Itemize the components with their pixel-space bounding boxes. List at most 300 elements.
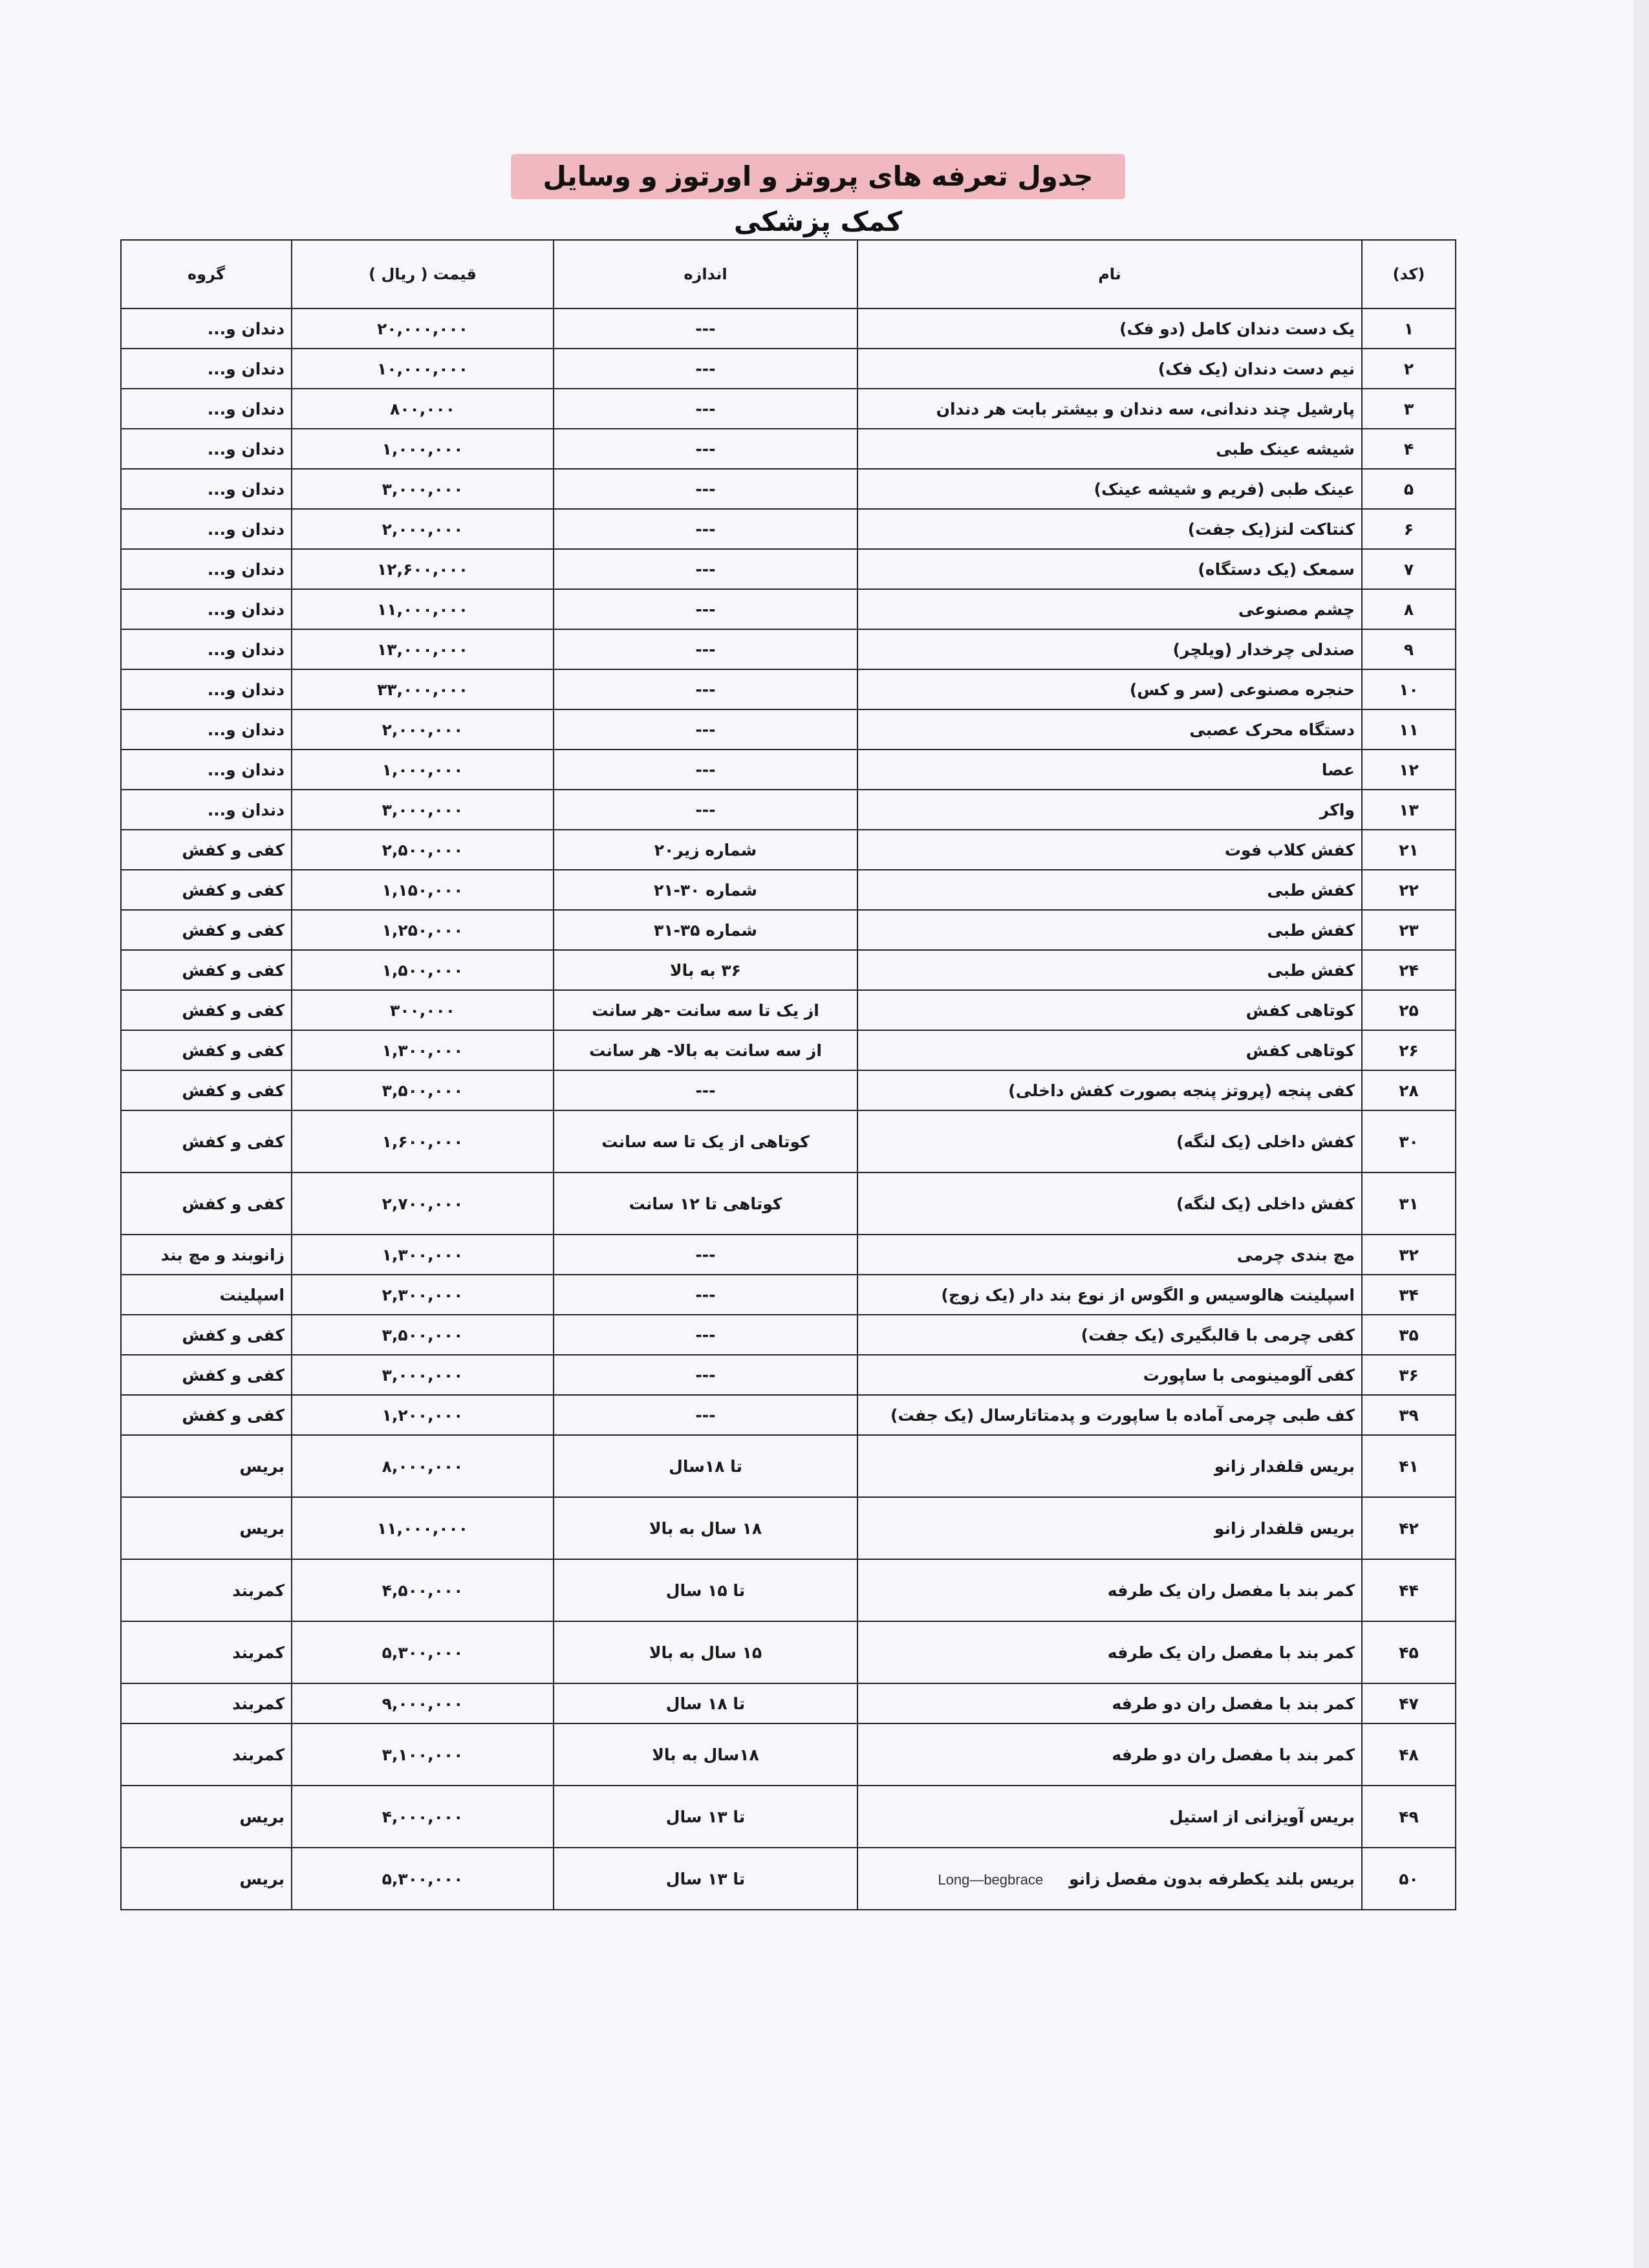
cell-name xyxy=(857,750,1362,790)
cell-size xyxy=(554,389,857,429)
cell-code-text: ۹ xyxy=(1403,640,1414,659)
table-row xyxy=(121,1559,1456,1621)
table-row xyxy=(121,669,1456,709)
cell-code-text: ۴۴ xyxy=(1399,1581,1419,1600)
cell-name xyxy=(857,990,1362,1030)
table-row xyxy=(121,1435,1456,1497)
cell-name-text: یک دست دندان کامل (دو فک) xyxy=(1119,319,1355,338)
cell-group-text: بریس xyxy=(239,1456,285,1476)
cell-size-text: --- xyxy=(695,1245,716,1264)
cell-code xyxy=(1362,1559,1456,1621)
cell-size-text: ۱۵ سال به بالا xyxy=(649,1643,762,1662)
cell-price-text: ۳,۰۰۰,۰۰۰ xyxy=(382,479,464,499)
cell-group xyxy=(121,1315,292,1355)
cell-price xyxy=(292,790,554,830)
cell-name-text: پارشیل چند دندانی، سه دندان و بیشتر بابت هر دندان xyxy=(936,399,1355,418)
cell-name-text: دستگاه محرک عصبی xyxy=(1189,720,1355,739)
cell-price xyxy=(292,1030,554,1070)
cell-size-text: --- xyxy=(695,760,716,779)
cell-code xyxy=(1362,469,1456,509)
cell-price xyxy=(292,709,554,750)
cell-group-text: دندان و... xyxy=(207,559,285,579)
table-header-row xyxy=(121,240,1456,308)
cell-price xyxy=(292,629,554,669)
cell-code-text: ۲۳ xyxy=(1399,920,1419,940)
cell-size-text: کوتاهی تا ۱۲ سانت xyxy=(629,1194,782,1213)
cell-price xyxy=(292,1395,554,1435)
header-group: گروه xyxy=(121,240,292,308)
cell-code xyxy=(1362,1355,1456,1395)
cell-price xyxy=(292,1723,554,1786)
cell-group xyxy=(121,990,292,1030)
cell-group-text: بریس xyxy=(239,1807,285,1826)
cell-group-text: کفی و کفش xyxy=(182,1041,285,1060)
cell-group xyxy=(121,308,292,349)
cell-code xyxy=(1362,389,1456,429)
cell-size-text: ۳۶ به بالا xyxy=(670,960,741,980)
cell-code xyxy=(1362,750,1456,790)
cell-name xyxy=(857,1683,1362,1723)
cell-price-text: ۴,۰۰۰,۰۰۰ xyxy=(382,1807,464,1826)
cell-group xyxy=(121,1435,292,1497)
cell-name-text: کفش طبی xyxy=(1267,960,1355,980)
cell-group-text: کمربند xyxy=(232,1694,285,1713)
table-row xyxy=(121,709,1456,750)
cell-group xyxy=(121,1395,292,1435)
cell-group xyxy=(121,750,292,790)
cell-size xyxy=(554,349,857,389)
cell-size xyxy=(554,790,857,830)
cell-name-text: عصا xyxy=(1321,760,1355,779)
cell-size xyxy=(554,1723,857,1786)
cell-code xyxy=(1362,1235,1456,1275)
cell-code-text: ۶ xyxy=(1403,519,1414,539)
cell-group xyxy=(121,1275,292,1315)
table-row xyxy=(121,1070,1456,1110)
cell-code-text: ۴۵ xyxy=(1399,1643,1419,1662)
cell-name-latin: Long—begbrace xyxy=(938,1871,1044,1888)
cell-price-text: ۳۰۰,۰۰۰ xyxy=(389,1000,456,1020)
cell-code-text: ۴ xyxy=(1403,439,1414,459)
cell-group-text: زانوبند و مچ بند xyxy=(160,1245,285,1264)
cell-size-text: --- xyxy=(695,599,716,619)
cell-size-text: از سه سانت به بالا- هر سانت xyxy=(589,1041,822,1060)
table-row xyxy=(121,1723,1456,1786)
cell-size-text: --- xyxy=(695,399,716,418)
cell-name-text: صندلی چرخدار (ویلچر) xyxy=(1172,640,1355,659)
cell-size-text: --- xyxy=(695,359,716,378)
cell-name xyxy=(857,950,1362,990)
cell-size xyxy=(554,1172,857,1235)
cell-group-text: دندان و... xyxy=(207,479,285,499)
cell-price-text: ۱,۳۰۰,۰۰۰ xyxy=(382,1041,464,1060)
cell-group-text: کفی و کفش xyxy=(182,1132,285,1151)
cell-price-text: ۸۰۰,۰۰۰ xyxy=(389,399,456,418)
cell-price-text: ۱۳,۰۰۰,۰۰۰ xyxy=(376,640,469,659)
header-name: نام xyxy=(857,240,1362,308)
cell-group xyxy=(121,629,292,669)
cell-group xyxy=(121,389,292,429)
cell-price xyxy=(292,669,554,709)
cell-size xyxy=(554,1110,857,1172)
cell-size xyxy=(554,750,857,790)
cell-group-text: کفی و کفش xyxy=(182,880,285,900)
cell-size xyxy=(554,629,857,669)
cell-price-text: ۳,۱۰۰,۰۰۰ xyxy=(382,1745,464,1764)
cell-code xyxy=(1362,830,1456,870)
cell-name xyxy=(857,308,1362,349)
cell-group-text: کمربند xyxy=(232,1581,285,1600)
cell-price xyxy=(292,950,554,990)
cell-code-text: ۴۸ xyxy=(1399,1745,1419,1764)
cell-price-text: ۲,۰۰۰,۰۰۰ xyxy=(382,720,464,739)
cell-size xyxy=(554,1275,857,1315)
table-row xyxy=(121,389,1456,429)
cell-group-text: بریس xyxy=(239,1869,285,1888)
cell-code xyxy=(1362,1172,1456,1235)
cell-price-text: ۱,۲۰۰,۰۰۰ xyxy=(382,1405,464,1425)
cell-name-text: کفی چرمی با قالبگیری (یک جفت) xyxy=(1081,1325,1355,1345)
cell-group xyxy=(121,1621,292,1683)
cell-code-text: ۲۶ xyxy=(1399,1041,1419,1060)
cell-name-text: بریس قلفدار زانو xyxy=(1214,1518,1355,1538)
cell-code xyxy=(1362,790,1456,830)
cell-size-text: --- xyxy=(695,479,716,499)
table-row xyxy=(121,1786,1456,1848)
cell-code xyxy=(1362,1786,1456,1848)
cell-price-text: ۸,۰۰۰,۰۰۰ xyxy=(382,1456,464,1476)
cell-group xyxy=(121,1723,292,1786)
cell-group xyxy=(121,469,292,509)
cell-code-text: ۳۵ xyxy=(1399,1325,1419,1345)
cell-code-text: ۲۸ xyxy=(1399,1081,1419,1100)
cell-name-text: عینک طبی (فریم و شیشه عینک) xyxy=(1094,479,1355,499)
cell-code-text: ۲۱ xyxy=(1399,840,1419,859)
table-row xyxy=(121,1683,1456,1723)
table-row xyxy=(121,1110,1456,1172)
cell-price xyxy=(292,990,554,1030)
cell-size-text: --- xyxy=(695,1081,716,1100)
table-row xyxy=(121,790,1456,830)
cell-name-text: کوتاهی کفش xyxy=(1245,1041,1355,1060)
table-row xyxy=(121,1355,1456,1395)
cell-code xyxy=(1362,1395,1456,1435)
cell-name-text: کفش کلاب فوت xyxy=(1224,840,1355,859)
cell-name xyxy=(857,1395,1362,1435)
cell-name xyxy=(857,629,1362,669)
cell-code-text: ۱۰ xyxy=(1399,680,1419,699)
cell-size xyxy=(554,1235,857,1275)
cell-size-text: شماره زیر۲۰ xyxy=(654,840,757,859)
cell-group-text: کفی و کفش xyxy=(182,920,285,940)
cell-code-text: ۴۹ xyxy=(1399,1807,1419,1826)
cell-size-text: از یک تا سه سانت -هر سانت xyxy=(592,1000,819,1020)
cell-name-text: سمعک (یک دستگاه) xyxy=(1198,559,1355,579)
table-row xyxy=(121,750,1456,790)
cell-price xyxy=(292,1559,554,1621)
cell-size-text: --- xyxy=(695,1365,716,1385)
cell-code-text: ۱ xyxy=(1403,319,1414,338)
cell-code xyxy=(1362,629,1456,669)
cell-group xyxy=(121,910,292,950)
table-row xyxy=(121,509,1456,549)
cell-code xyxy=(1362,589,1456,629)
cell-price-text: ۲,۵۰۰,۰۰۰ xyxy=(382,840,464,859)
cell-code xyxy=(1362,549,1456,589)
cell-name xyxy=(857,589,1362,629)
cell-group xyxy=(121,1070,292,1110)
cell-code xyxy=(1362,950,1456,990)
cell-group xyxy=(121,1030,292,1070)
cell-name xyxy=(857,1275,1362,1315)
cell-group-text: کمربند xyxy=(232,1745,285,1764)
cell-group xyxy=(121,509,292,549)
cell-size xyxy=(554,1683,857,1723)
table-row xyxy=(121,469,1456,509)
cell-size xyxy=(554,910,857,950)
cell-size xyxy=(554,1621,857,1683)
cell-size xyxy=(554,870,857,910)
table-row xyxy=(121,950,1456,990)
cell-name xyxy=(857,830,1362,870)
cell-price xyxy=(292,1435,554,1497)
cell-size xyxy=(554,509,857,549)
cell-price xyxy=(292,429,554,469)
cell-size xyxy=(554,950,857,990)
cell-group-text: دندان و... xyxy=(207,640,285,659)
table-body xyxy=(121,308,1456,1910)
cell-group-text: کفی و کفش xyxy=(182,1325,285,1345)
cell-group-text: دندان و... xyxy=(207,760,285,779)
cell-price-text: ۹,۰۰۰,۰۰۰ xyxy=(382,1694,464,1713)
table-row xyxy=(121,1275,1456,1315)
cell-price xyxy=(292,469,554,509)
table-row xyxy=(121,549,1456,589)
cell-group xyxy=(121,1110,292,1172)
cell-price-text: ۲,۳۰۰,۰۰۰ xyxy=(382,1285,464,1304)
cell-name-text: کنتاکت لنز(یک جفت) xyxy=(1187,519,1355,539)
cell-name-text: چشم مصنوعی xyxy=(1238,599,1355,619)
cell-price-text: ۱,۰۰۰,۰۰۰ xyxy=(382,760,464,779)
table-row xyxy=(121,629,1456,669)
cell-code xyxy=(1362,870,1456,910)
table-row xyxy=(121,589,1456,629)
cell-group-text: دندان و... xyxy=(207,439,285,459)
cell-code-text: ۳ xyxy=(1403,399,1414,418)
table-row xyxy=(121,1848,1456,1910)
cell-group xyxy=(121,589,292,629)
cell-price-text: ۴,۵۰۰,۰۰۰ xyxy=(382,1581,464,1600)
cell-price-text: ۱۲,۶۰۰,۰۰۰ xyxy=(376,559,469,579)
cell-size-text: --- xyxy=(695,1325,716,1345)
cell-size-text: ۱۸سال به بالا xyxy=(652,1745,759,1764)
cell-price-text: ۳۳,۰۰۰,۰۰۰ xyxy=(376,680,469,699)
cell-code-text: ۳۶ xyxy=(1399,1365,1419,1385)
cell-name xyxy=(857,509,1362,549)
table-row xyxy=(121,1621,1456,1683)
cell-name-text: کفی آلومینومی با ساپورت xyxy=(1143,1365,1355,1385)
cell-size xyxy=(554,1559,857,1621)
cell-name xyxy=(857,1235,1362,1275)
cell-name-text: کمر بند با مفصل ران یک طرفه xyxy=(1107,1643,1355,1662)
cell-size xyxy=(554,429,857,469)
cell-name-text: کمر بند با مفصل ران یک طرفه xyxy=(1107,1581,1355,1600)
table-row xyxy=(121,429,1456,469)
cell-price-text: ۱,۵۰۰,۰۰۰ xyxy=(382,960,464,980)
cell-size-text: --- xyxy=(695,720,716,739)
cell-name-text: کوتاهی کفش xyxy=(1245,1000,1355,1020)
cell-price xyxy=(292,308,554,349)
cell-price xyxy=(292,1621,554,1683)
cell-size xyxy=(554,1848,857,1910)
cell-price xyxy=(292,349,554,389)
cell-name-text: کفش داخلی (یک لنگه) xyxy=(1176,1132,1355,1151)
cell-size-text: شماره ۳۵-۳۱ xyxy=(653,920,758,940)
cell-code-text: ۸ xyxy=(1403,599,1414,619)
cell-price xyxy=(292,750,554,790)
cell-group-text: دندان و... xyxy=(207,720,285,739)
cell-code-text: ۱۳ xyxy=(1399,800,1419,819)
cell-group-text: دندان و... xyxy=(207,399,285,418)
header-price: قیمت ( ریال ) xyxy=(292,240,554,308)
cell-group-text: کفی و کفش xyxy=(182,1365,285,1385)
cell-group-text: دندان و... xyxy=(207,680,285,699)
cell-group-text: اسپلینت xyxy=(219,1285,285,1304)
cell-group xyxy=(121,1786,292,1848)
cell-size-text: --- xyxy=(695,439,716,459)
cell-name xyxy=(857,1172,1362,1235)
cell-name xyxy=(857,1110,1362,1172)
cell-name xyxy=(857,469,1362,509)
cell-name xyxy=(857,389,1362,429)
cell-price xyxy=(292,1235,554,1275)
cell-price xyxy=(292,830,554,870)
cell-size-text: --- xyxy=(695,800,716,819)
cell-price xyxy=(292,1275,554,1315)
cell-name xyxy=(857,1559,1362,1621)
header-size: اندازه xyxy=(554,240,857,308)
cell-code-text: ۱۲ xyxy=(1399,760,1419,779)
cell-group-text: دندان و... xyxy=(207,319,285,338)
cell-name-text: کفی پنجه (پروتز پنجه بصورت کفش داخلی) xyxy=(1008,1081,1355,1100)
cell-code-text: ۳۴ xyxy=(1399,1285,1419,1304)
cell-group xyxy=(121,790,292,830)
cell-name xyxy=(857,1723,1362,1786)
cell-group-text: کفی و کفش xyxy=(182,840,285,859)
cell-size xyxy=(554,1355,857,1395)
cell-group-text: کفی و کفش xyxy=(182,960,285,980)
cell-group xyxy=(121,669,292,709)
table-row xyxy=(121,910,1456,950)
cell-code-text: ۲۴ xyxy=(1399,960,1419,980)
cell-group xyxy=(121,1235,292,1275)
cell-code xyxy=(1362,509,1456,549)
cell-group xyxy=(121,1497,292,1559)
table-row xyxy=(121,1030,1456,1070)
cell-price xyxy=(292,1355,554,1395)
cell-group xyxy=(121,709,292,750)
cell-price-text: ۳,۵۰۰,۰۰۰ xyxy=(382,1081,464,1100)
table-row xyxy=(121,1235,1456,1275)
cell-size xyxy=(554,669,857,709)
cell-size xyxy=(554,589,857,629)
cell-code xyxy=(1362,1315,1456,1355)
cell-name-text: کمر بند با مفصل ران دو طرفه xyxy=(1112,1694,1355,1713)
header-code: (کد) xyxy=(1362,240,1456,308)
cell-name xyxy=(857,1786,1362,1848)
cell-size-text: --- xyxy=(695,519,716,539)
cell-price-text: ۱,۱۵۰,۰۰۰ xyxy=(382,880,464,900)
cell-name-text: اسپلینت هالوسیس و الگوس از نوع بند دار (یک زوج) xyxy=(941,1285,1355,1304)
cell-size xyxy=(554,549,857,589)
cell-price xyxy=(292,589,554,629)
cell-price-text: ۳,۰۰۰,۰۰۰ xyxy=(382,800,464,819)
cell-code-text: ۱۱ xyxy=(1399,720,1419,739)
cell-code xyxy=(1362,1435,1456,1497)
cell-name xyxy=(857,669,1362,709)
cell-name xyxy=(857,1497,1362,1559)
table-row xyxy=(121,990,1456,1030)
cell-price-text: ۵,۳۰۰,۰۰۰ xyxy=(382,1869,464,1888)
cell-price-text: ۵,۳۰۰,۰۰۰ xyxy=(382,1643,464,1662)
cell-code xyxy=(1362,349,1456,389)
cell-size xyxy=(554,1030,857,1070)
cell-code xyxy=(1362,1030,1456,1070)
table-row xyxy=(121,830,1456,870)
cell-price xyxy=(292,389,554,429)
cell-price-text: ۳,۵۰۰,۰۰۰ xyxy=(382,1325,464,1345)
table-row xyxy=(121,870,1456,910)
cell-code xyxy=(1362,709,1456,750)
cell-size-text: تا ۱۳ سال xyxy=(665,1807,746,1826)
cell-code xyxy=(1362,1848,1456,1910)
cell-name xyxy=(857,709,1362,750)
cell-size xyxy=(554,709,857,750)
cell-group xyxy=(121,349,292,389)
cell-size-text: --- xyxy=(695,680,716,699)
table-row xyxy=(121,1497,1456,1559)
cell-group xyxy=(121,1683,292,1723)
cell-size xyxy=(554,1070,857,1110)
cell-name xyxy=(857,1848,1362,1910)
cell-price xyxy=(292,870,554,910)
cell-code-text: ۲۵ xyxy=(1399,1000,1419,1020)
cell-code xyxy=(1362,1683,1456,1723)
table-row xyxy=(121,1395,1456,1435)
tariff-table xyxy=(120,239,1456,1910)
cell-price xyxy=(292,1070,554,1110)
cell-code-text: ۴۷ xyxy=(1399,1694,1419,1713)
cell-name xyxy=(857,1070,1362,1110)
cell-price-text: ۱۱,۰۰۰,۰۰۰ xyxy=(376,599,469,619)
cell-name-text: نیم دست دندان (یک فک) xyxy=(1158,359,1355,378)
cell-code-text: ۴۲ xyxy=(1399,1518,1419,1538)
cell-name xyxy=(857,1315,1362,1355)
cell-name-text: مچ بندی چرمی xyxy=(1236,1245,1355,1264)
cell-code xyxy=(1362,1497,1456,1559)
cell-price-text: ۱,۲۵۰,۰۰۰ xyxy=(382,920,464,940)
cell-name xyxy=(857,349,1362,389)
cell-group xyxy=(121,1355,292,1395)
cell-group-text: کفی و کفش xyxy=(182,1081,285,1100)
cell-group xyxy=(121,549,292,589)
cell-size-text: --- xyxy=(695,640,716,659)
cell-name xyxy=(857,549,1362,589)
cell-name-text: کف طبی چرمی آماده با ساپورت و پدمتاتارسال (یک جفت) xyxy=(890,1405,1355,1425)
cell-name-text: کفش داخلی (یک لنگه) xyxy=(1176,1194,1355,1213)
cell-code-text: ۴۱ xyxy=(1399,1456,1419,1476)
cell-code xyxy=(1362,1723,1456,1786)
